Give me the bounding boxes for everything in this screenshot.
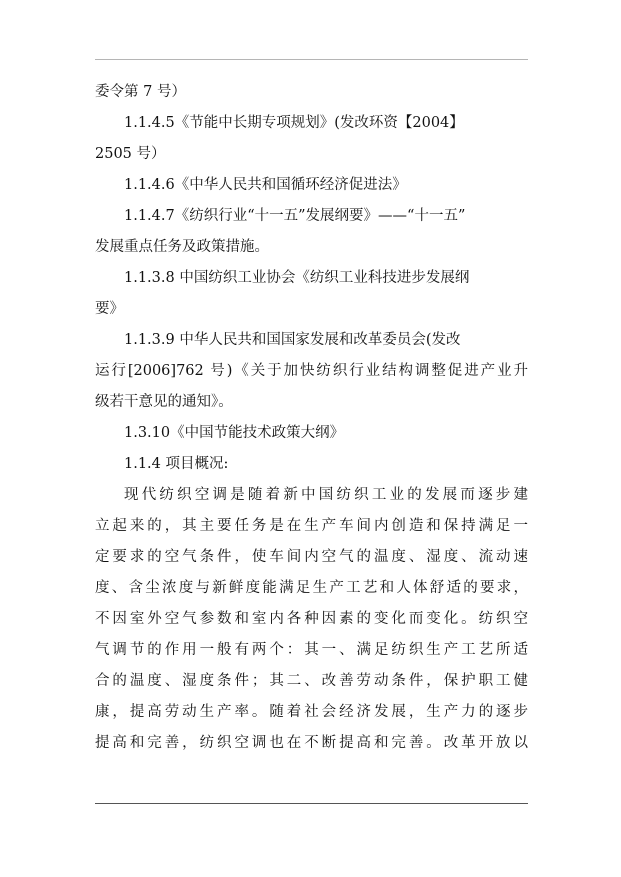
text-line-18: 不因室外空气参数和室内各种因素的变化而变化。纺织空	[95, 611, 528, 627]
text-line-12: 1.3.10《中国节能技术政策大纲》	[124, 425, 345, 441]
text-line-20: 合的温度、湿度条件；其二、改善劳动条件，保护职工健	[95, 673, 528, 689]
text-line-1: 委令第 7 号）	[95, 84, 186, 100]
footer-rule	[95, 803, 528, 804]
text-line-16: 定要求的空气条件，使车间内空气的温度、湿度、流动速	[95, 549, 528, 565]
text-line-13: 1.1.4 项目概况:	[124, 456, 229, 472]
text-line-11: 级若干意见的通知》。	[95, 394, 233, 410]
text-line-10: 运行[2006]762 号)《关于加快纺织行业结构调整促进产业升	[95, 363, 528, 379]
text-line-19: 气调节的作用一般有两个：其一、满足纺织生产工艺所适	[95, 642, 528, 658]
text-line-5: 1.1.4.7《纺织行业“十一五”发展纲要》——“十一五”	[124, 208, 466, 224]
text-line-2: 1.1.4.5《节能中长期专项规划》(发改环资【2004】	[124, 115, 464, 131]
text-line-15: 立起来的，其主要任务是在生产车间内创造和保持满足一	[95, 518, 528, 534]
text-line-8: 要》	[95, 301, 124, 317]
text-line-14: 现代纺织空调是随着新中国纺织工业的发展而逐步建	[124, 487, 528, 503]
text-line-9: 1.1.3.9 中华人民共和国国家发展和改革委员会(发改	[124, 332, 461, 348]
header-rule	[95, 59, 528, 60]
document-body	[95, 77, 528, 759]
text-line-22: 提高和完善，纺织空调也在不断提高和完善。改革开放以	[95, 735, 528, 751]
text-line-3: 2505 号）	[95, 146, 166, 162]
text-line-6: 发展重点任务及政策措施。	[95, 239, 269, 255]
text-line-7: 1.1.3.8 中国纺织工业协会《纺织工业科技进步发展纲	[124, 270, 470, 286]
text-line-4: 1.1.4.6《中华人民共和国循环经济促进法》	[124, 177, 407, 193]
text-line-17: 度、含尘浓度与新鲜度能满足生产工艺和人体舒适的要求，	[95, 580, 528, 596]
text-line-21: 康，提高劳动生产率。随着社会经济发展，生产力的逐步	[95, 704, 528, 720]
